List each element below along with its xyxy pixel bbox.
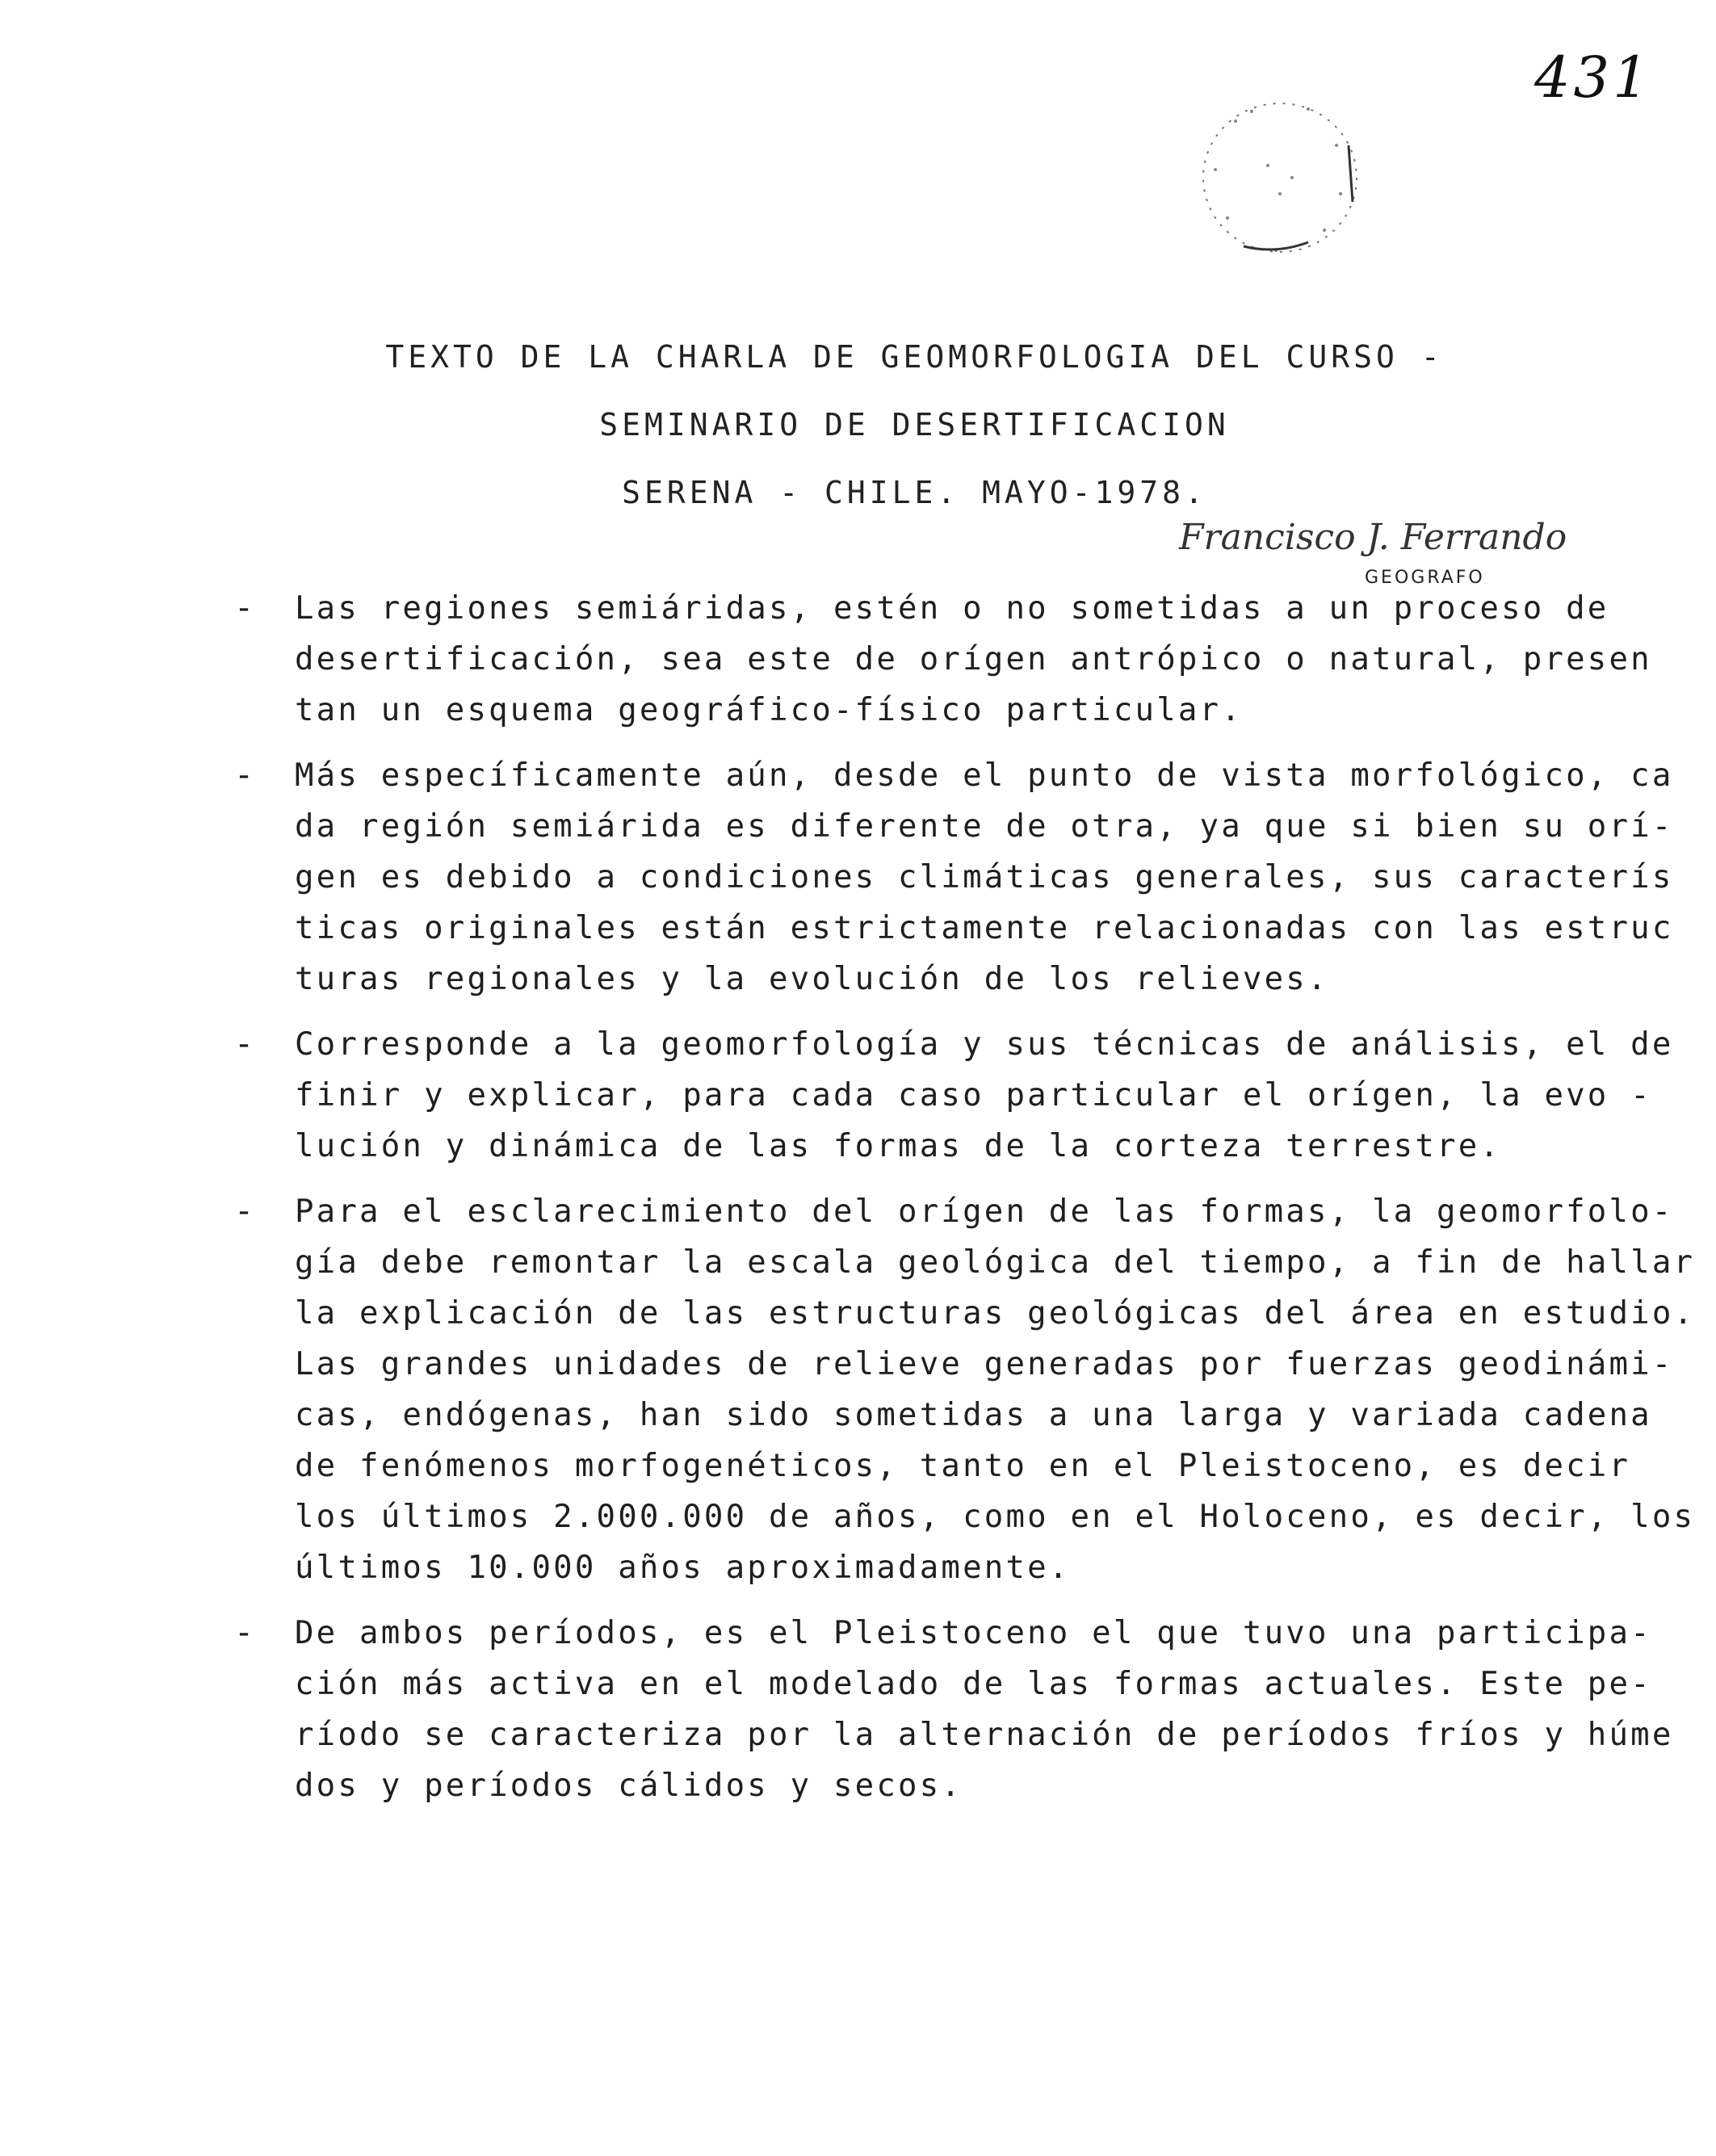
page-number: 431 bbox=[1534, 44, 1652, 111]
text-line: la explicación de las estructuras geológicas del área en estudio. bbox=[295, 1295, 1696, 1332]
text-line: Más específicamente aún, desde el punto de vista morfológico, ca bbox=[295, 757, 1674, 794]
text-line: ríodo se caracteriza por la alternación de períodos fríos y húme bbox=[295, 1717, 1674, 1753]
text-line: ción más activa en el modelado de las formas actuales. Este pe- bbox=[295, 1666, 1652, 1702]
text-line: da región semiárida es diferente de otra, ya que si bien su orí- bbox=[295, 808, 1674, 845]
paragraph bbox=[0, 1019, 1716, 1172]
text-line: Para el esclarecimiento del orígen de las formas, la geomorfolo- bbox=[295, 1193, 1674, 1230]
paragraph bbox=[0, 750, 1716, 1005]
document-title bbox=[0, 323, 1716, 526]
title-line-2: SEMINARIO DE DESERTIFICACION bbox=[599, 407, 1230, 443]
title-line-1: TEXTO DE LA CHARLA DE GEOMORFOLOGIA DEL CURSO - bbox=[385, 339, 1444, 375]
bullet-dash: - bbox=[234, 1614, 254, 1651]
text-line: turas regionales y la evolución de los relieves. bbox=[295, 961, 1329, 997]
bullet-dash: - bbox=[234, 1026, 254, 1063]
handwritten-signature: Francisco J. Ferrando bbox=[1179, 517, 1567, 558]
text-line: cas, endógenas, han sido sometidas a una larga y variada cadena bbox=[295, 1397, 1652, 1433]
signature-role: GEOGRAFO bbox=[1365, 568, 1485, 588]
text-line: últimos 10.000 años aproximadamente. bbox=[295, 1550, 1071, 1586]
text-line: ticas originales están estrictamente relacionadas con las estruc bbox=[295, 910, 1674, 946]
bullet-dash: - bbox=[234, 1193, 254, 1230]
text-line: Corresponde a la geomorfología y sus técnicas de análisis, el de bbox=[295, 1026, 1674, 1063]
paragraph bbox=[0, 1608, 1716, 1811]
text-line: De ambos períodos, es el Pleistoceno el que tuvo una participa- bbox=[295, 1615, 1652, 1651]
text-line: lución y dinámica de las formas de la corteza terrestre. bbox=[295, 1128, 1502, 1164]
paragraph bbox=[0, 1186, 1716, 1593]
text-line: gen es debido a condiciones climáticas generales, sus caracterís bbox=[295, 859, 1674, 896]
bullet-dash: - bbox=[234, 589, 254, 627]
paragraph bbox=[0, 583, 1716, 736]
text-line: finir y explicar, para cada caso particular el orígen, la evo - bbox=[295, 1077, 1652, 1114]
text-line: de fenómenos morfogenéticos, tanto en el Pleistoceno, es decir bbox=[295, 1448, 1631, 1484]
text-line: dos y períodos cálidos y secos. bbox=[295, 1768, 963, 1804]
text-line: desertificación, sea este de orígen antrópico o natural, presen bbox=[295, 641, 1652, 677]
text-line: Las grandes unidades de relieve generadas por fuerzas geodinámi- bbox=[295, 1346, 1674, 1382]
body-text bbox=[0, 583, 1716, 1826]
text-line: Las regiones semiáridas, estén o no sometidas a un proceso de bbox=[295, 590, 1609, 627]
circular-stamp-icon bbox=[1187, 89, 1373, 266]
title-line-3: SERENA - CHILE. MAYO-1978. bbox=[622, 475, 1207, 510]
bullet-dash: - bbox=[234, 757, 254, 794]
text-line: tan un esquema geográfico-físico particular. bbox=[295, 692, 1243, 728]
text-line: los últimos 2.000.000 de años, como en el Holoceno, es decir, los bbox=[295, 1499, 1696, 1535]
text-line: gía debe remontar la escala geológica del tiempo, a fin de hallar bbox=[295, 1244, 1696, 1281]
